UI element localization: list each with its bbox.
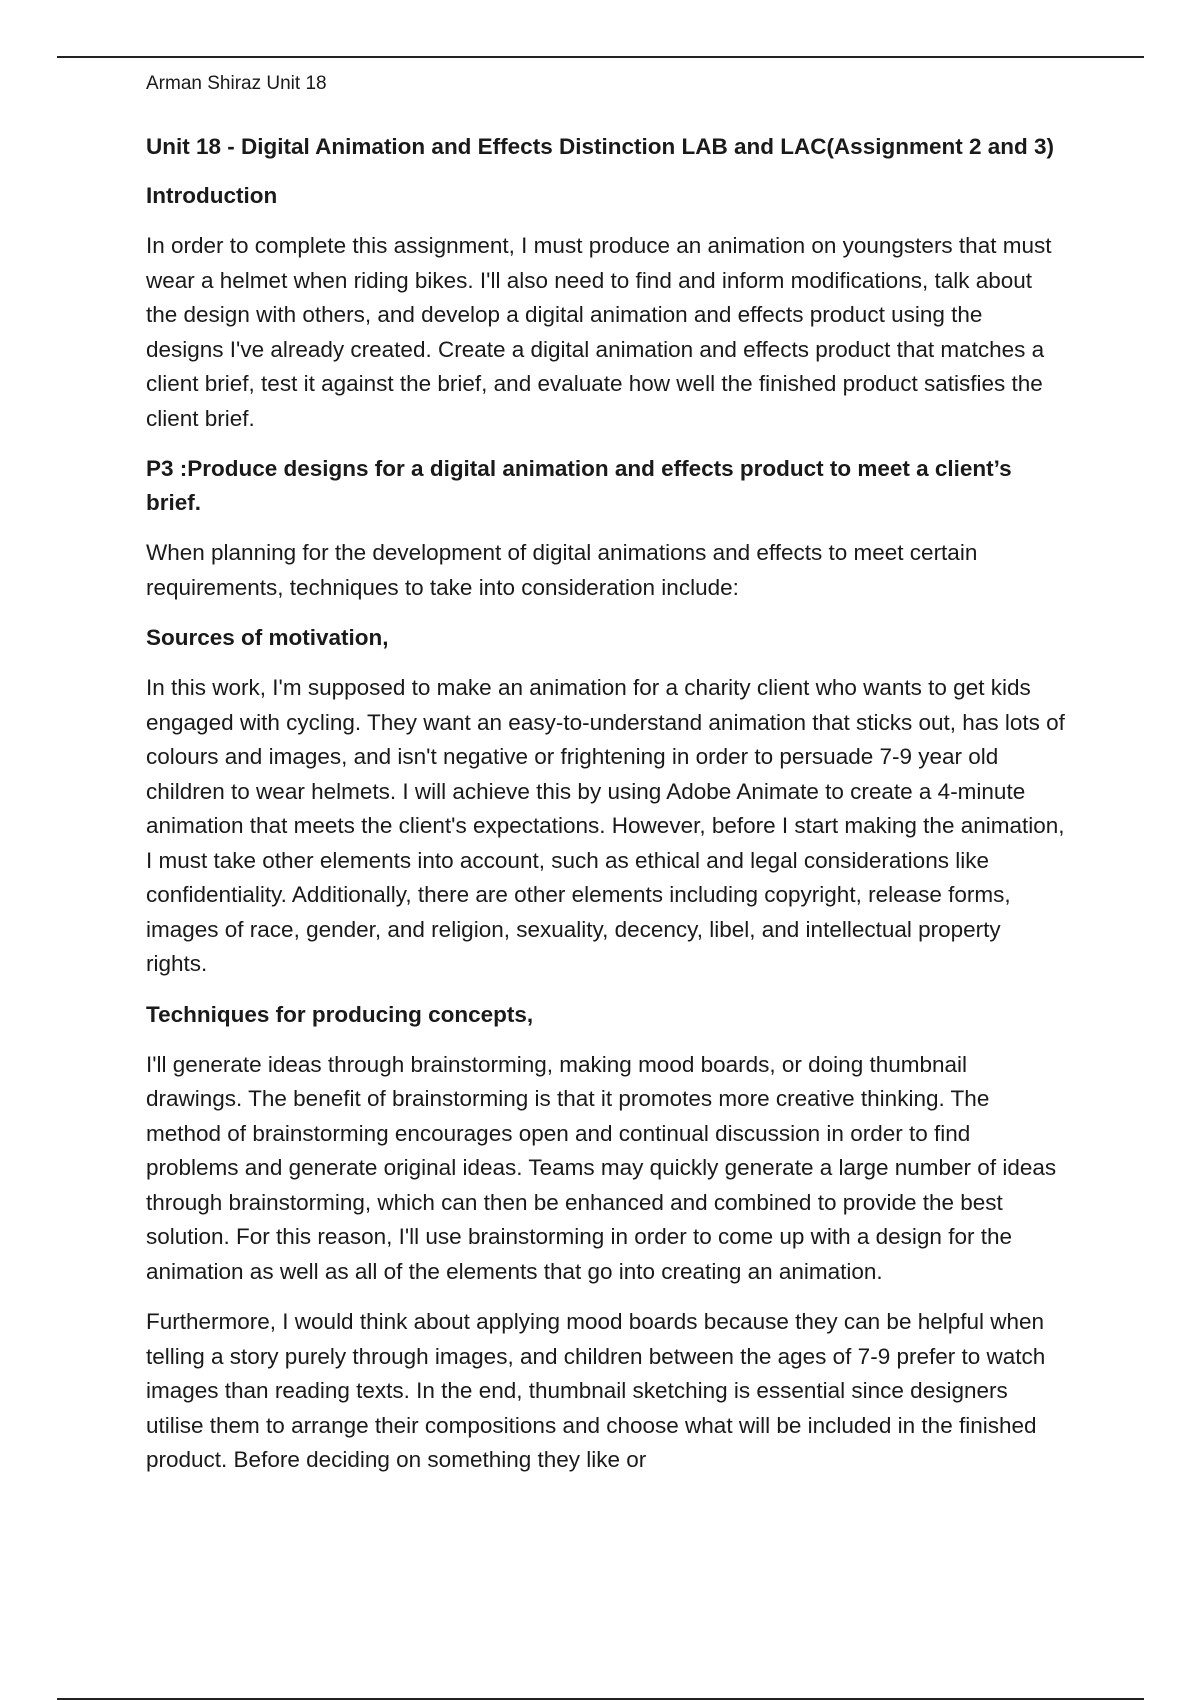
introduction-heading: Introduction — [146, 183, 278, 208]
motivation-heading: Sources of motivation, — [146, 625, 389, 650]
techniques-paragraph: I'll generate ideas through brainstorming, making mood boards, or doing thumbnail drawings. The benefit of brainstorming is that it promotes more creative thinking. The method of brainstorming encourages open and continual discussion in order to find problems and generate original ideas. Teams may quickly generate a large number of ideas through brainstorming, which can then be enhanced and combined to provide the best solution. For this reason, I'll use brainstorming in order to come up with a design for the animation as well as all of the elements that go into creating an animation. — [146, 1051, 1057, 1284]
running-header: Arman Shiraz Unit 18 — [146, 73, 327, 94]
introduction-paragraph: In order to complete this assignment, I must produce an animation on youngsters that must wear a helmet when riding bikes. I'll also need to find and inform modifications, talk about the design with others, and develop a digital animation and effects product using the designs I've already created. Create a digital animation and effects product that matches a client brief, test it against the brief, and evaluate how well the finished product satisfies the client brief. — [146, 233, 1052, 431]
motivation-paragraph: In this work, I'm supposed to make an animation for a charity client who wants to get kids engaged with cycling. They want an easy-to-understand animation that sticks out, has lots of colours and images, and isn't negative or frightening in order to persuade 7-9 year old children to wear helmets. I will achieve this by using Adobe Animate to create a 4-minute animation that meets the client's expectations. However, before I start making the animation, I must take other elements into account, such as ethical and legal considerations like confidentiality. Additionally, there are other elements including copyright, release forms, images of race, gender, and religion, sexuality, decency, libel, and intellectual property rights. — [146, 675, 1065, 976]
p3-heading: P3 :Produce designs for a digital animation and effects product to meet a client’s brief. — [146, 456, 1012, 515]
moodboard-paragraph: Furthermore, I would think about applying mood boards because they can be helpful when telling a story purely through images, and children between the ages of 7-9 prefer to watch images than reading texts. In the end, thumbnail sketching is essential since designers utilise them to arrange their compositions and choose what will be included in the finished product. Before deciding on something they like or — [146, 1309, 1046, 1472]
document-title: Unit 18 - Digital Animation and Effects Distinction LAB and LAC(Assignment 2 and 3) — [146, 134, 1054, 159]
p3-paragraph: When planning for the development of digital animations and effects to meet certain requirements, techniques to take into consideration include: — [146, 540, 978, 600]
top-divider — [57, 56, 1144, 58]
techniques-heading: Techniques for producing concepts, — [146, 1001, 534, 1027]
document-page — [146, 70, 1066, 1494]
